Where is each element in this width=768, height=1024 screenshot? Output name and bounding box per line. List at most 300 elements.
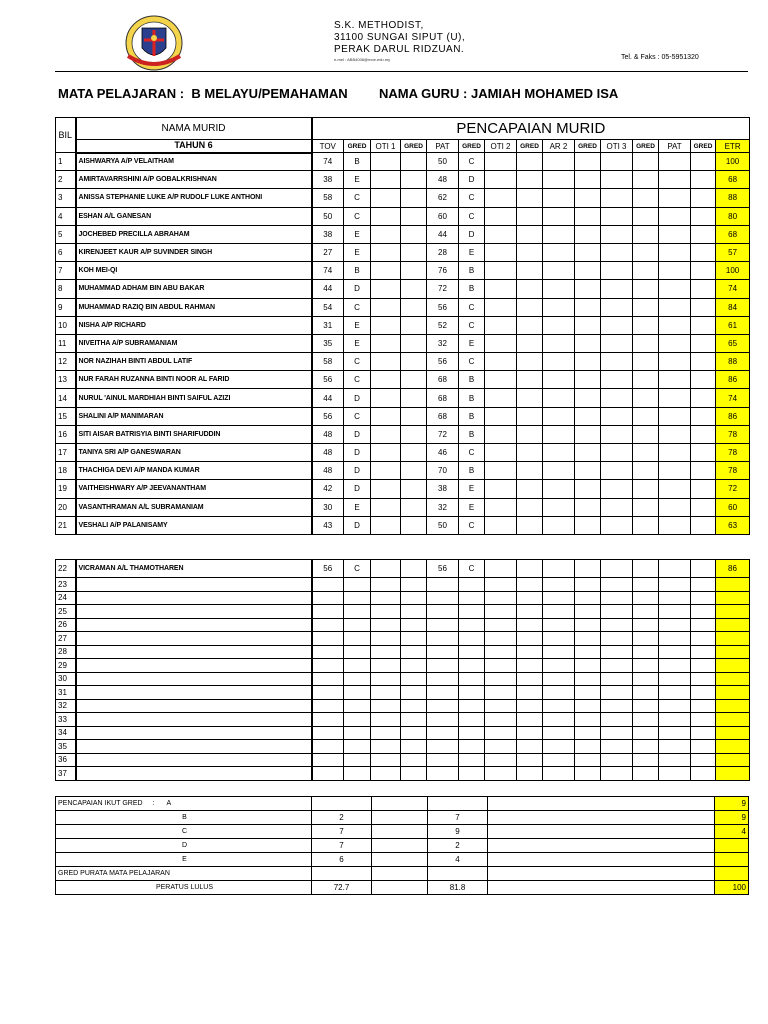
tov-score: 42 xyxy=(312,480,344,498)
oti2-grade xyxy=(517,480,543,498)
ar2-score xyxy=(543,578,575,592)
tov-grade: E xyxy=(344,171,371,189)
student-row xyxy=(56,713,750,727)
oti1-grade xyxy=(401,645,427,659)
pat2-grade xyxy=(691,189,716,207)
ar2-grade xyxy=(575,153,601,171)
summary-etr xyxy=(715,853,749,867)
oti1-score xyxy=(371,389,401,407)
student-row xyxy=(56,726,750,740)
pat2-grade xyxy=(691,632,716,646)
tov-score: 30 xyxy=(312,498,344,516)
student-name: MUHAMMAD RAZIQ BIN ABDUL RAHMAN xyxy=(76,298,312,316)
pat2-grade xyxy=(691,659,716,673)
etr-target: 68 xyxy=(716,171,750,189)
oti1-score xyxy=(371,207,401,225)
pat2-score xyxy=(659,425,691,443)
row-number: 12 xyxy=(56,353,76,371)
pat2-grade xyxy=(691,699,716,713)
student-name xyxy=(76,753,312,767)
oti1-grade xyxy=(401,171,427,189)
summary-tov xyxy=(312,867,372,881)
ar2-score xyxy=(543,516,575,534)
oti1-score xyxy=(371,578,401,592)
pat2-grade xyxy=(691,618,716,632)
ar2-grade xyxy=(575,189,601,207)
oti2-score xyxy=(485,618,517,632)
tov-grade: E xyxy=(344,243,371,261)
oti3-grade xyxy=(633,740,659,754)
tov-score xyxy=(312,672,344,686)
pat-score: 46 xyxy=(427,444,459,462)
ar2-grade xyxy=(575,407,601,425)
oti3-grade xyxy=(633,298,659,316)
etr-target xyxy=(716,726,750,740)
summary-blank xyxy=(372,797,428,811)
student-name xyxy=(76,726,312,740)
oti2-grade xyxy=(517,225,543,243)
tov-grade: E xyxy=(344,225,371,243)
tov-grade xyxy=(344,659,371,673)
oti3-score xyxy=(601,659,633,673)
row-number: 3 xyxy=(56,189,76,207)
student-name xyxy=(76,686,312,700)
ar2-score xyxy=(543,225,575,243)
student-name: TANIYA SRI A/P GANESWARAN xyxy=(76,444,312,462)
pat-grade: D xyxy=(459,225,485,243)
ar2-score xyxy=(543,560,575,578)
pat-grade: C xyxy=(459,444,485,462)
col-header-oti-1: OTI 1 xyxy=(371,140,401,153)
pat2-grade xyxy=(691,353,716,371)
tov-score: 48 xyxy=(312,425,344,443)
oti3-grade xyxy=(633,686,659,700)
ar2-grade xyxy=(575,686,601,700)
tov-score: 38 xyxy=(312,171,344,189)
summary-pat xyxy=(428,797,488,811)
pat-grade: C xyxy=(459,516,485,534)
col-header-gred: GRED xyxy=(575,140,601,153)
tov-grade xyxy=(344,753,371,767)
row-number: 1 xyxy=(56,153,76,171)
oti3-grade xyxy=(633,153,659,171)
oti2-grade xyxy=(517,659,543,673)
ar2-score xyxy=(543,353,575,371)
tov-score: 48 xyxy=(312,444,344,462)
tov-score: 74 xyxy=(312,153,344,171)
pat-score xyxy=(427,645,459,659)
oti2-score xyxy=(485,153,517,171)
pat-grade: C xyxy=(459,560,485,578)
pat2-grade xyxy=(691,726,716,740)
ar2-score xyxy=(543,686,575,700)
pat-grade: C xyxy=(459,316,485,334)
tov-score: 50 xyxy=(312,207,344,225)
pat-score: 60 xyxy=(427,207,459,225)
oti2-grade xyxy=(517,632,543,646)
oti2-score xyxy=(485,462,517,480)
ar2-score xyxy=(543,713,575,727)
tov-score: 38 xyxy=(312,225,344,243)
oti2-grade xyxy=(517,645,543,659)
school-phone: Tel. & Faks : 05-5951320 xyxy=(621,54,699,61)
tov-score xyxy=(312,591,344,605)
oti2-score xyxy=(485,298,517,316)
etr-target: 57 xyxy=(716,243,750,261)
tov-score xyxy=(312,740,344,754)
oti3-grade xyxy=(633,425,659,443)
oti2-grade xyxy=(517,560,543,578)
pat2-grade xyxy=(691,672,716,686)
tov-grade: E xyxy=(344,316,371,334)
oti3-grade xyxy=(633,225,659,243)
oti2-grade xyxy=(517,334,543,352)
oti3-score xyxy=(601,407,633,425)
oti2-grade xyxy=(517,262,543,280)
row-number: 13 xyxy=(56,371,76,389)
oti2-grade xyxy=(517,407,543,425)
row-number: 29 xyxy=(56,659,76,673)
oti1-grade xyxy=(401,225,427,243)
pat2-grade xyxy=(691,225,716,243)
pat2-grade xyxy=(691,153,716,171)
row-number: 14 xyxy=(56,389,76,407)
pat2-grade xyxy=(691,516,716,534)
row-number: 21 xyxy=(56,516,76,534)
student-name: KOH MEI-QI xyxy=(76,262,312,280)
ar2-score xyxy=(543,498,575,516)
oti1-score xyxy=(371,767,401,781)
student-name: SITI AISAR BATRISYIA BINTI SHARIFUDDIN xyxy=(76,425,312,443)
subject-label: MATA PELAJARAN : xyxy=(58,86,185,101)
student-row xyxy=(56,225,750,243)
tov-score: 31 xyxy=(312,316,344,334)
pat-grade: E xyxy=(459,334,485,352)
summary-blank xyxy=(372,839,428,853)
summary-label xyxy=(56,853,312,867)
pat2-score xyxy=(659,153,691,171)
grade-letter: C xyxy=(181,828,188,835)
student-name: NIVEITHA A/P SUBRAMANIAM xyxy=(76,334,312,352)
tov-score xyxy=(312,699,344,713)
pat-score xyxy=(427,605,459,619)
pat-grade xyxy=(459,726,485,740)
pat-grade: B xyxy=(459,389,485,407)
etr-target: 61 xyxy=(716,316,750,334)
pat-score: 32 xyxy=(427,334,459,352)
student-results-table-continued xyxy=(55,559,750,781)
pat2-grade xyxy=(691,498,716,516)
student-row xyxy=(56,334,750,352)
oti2-score xyxy=(485,713,517,727)
summary-pat xyxy=(428,867,488,881)
oti3-score xyxy=(601,189,633,207)
pat2-score xyxy=(659,632,691,646)
oti2-score xyxy=(485,753,517,767)
pat2-score xyxy=(659,699,691,713)
tov-score: 58 xyxy=(312,189,344,207)
row-number: 32 xyxy=(56,699,76,713)
pat2-score xyxy=(659,407,691,425)
tov-score: 44 xyxy=(312,280,344,298)
summary-blank xyxy=(372,881,428,895)
col-header-oti-3: OTI 3 xyxy=(601,140,633,153)
oti3-score xyxy=(601,243,633,261)
row-number: 20 xyxy=(56,498,76,516)
oti2-score xyxy=(485,207,517,225)
pat2-score xyxy=(659,171,691,189)
ar2-grade xyxy=(575,262,601,280)
tov-score xyxy=(312,686,344,700)
ar2-grade xyxy=(575,645,601,659)
pat2-score xyxy=(659,371,691,389)
oti2-score xyxy=(485,171,517,189)
row-number: 2 xyxy=(56,171,76,189)
summary-pat: 2 xyxy=(428,839,488,853)
tov-grade: B xyxy=(344,262,371,280)
etr-target: 100 xyxy=(716,153,750,171)
ar2-grade xyxy=(575,462,601,480)
pat-grade xyxy=(459,686,485,700)
pat2-grade xyxy=(691,713,716,727)
ar2-score xyxy=(543,740,575,754)
oti3-score xyxy=(601,225,633,243)
tov-grade: C xyxy=(344,371,371,389)
pat2-score xyxy=(659,591,691,605)
oti3-grade xyxy=(633,444,659,462)
student-name xyxy=(76,605,312,619)
pat-score xyxy=(427,753,459,767)
student-row xyxy=(56,444,750,462)
student-row xyxy=(56,153,750,171)
oti2-score xyxy=(485,605,517,619)
pat2-score xyxy=(659,444,691,462)
row-number: 11 xyxy=(56,334,76,352)
ar2-grade xyxy=(575,225,601,243)
pat-score: 52 xyxy=(427,316,459,334)
summary-blank xyxy=(372,853,428,867)
pat-grade xyxy=(459,713,485,727)
summary-blank xyxy=(488,881,715,895)
tov-grade: D xyxy=(344,516,371,534)
pat-grade: C xyxy=(459,298,485,316)
tov-grade xyxy=(344,686,371,700)
pat2-grade xyxy=(691,480,716,498)
pat2-score xyxy=(659,605,691,619)
oti2-grade xyxy=(517,189,543,207)
oti3-score xyxy=(601,740,633,754)
student-name: VESHALI A/P PALANISAMY xyxy=(76,516,312,534)
ar2-score xyxy=(543,407,575,425)
oti3-grade xyxy=(633,672,659,686)
summary-pat: 9 xyxy=(428,825,488,839)
oti1-score xyxy=(371,153,401,171)
pat-score: 76 xyxy=(427,262,459,280)
etr-target: 100 xyxy=(716,262,750,280)
student-row xyxy=(56,189,750,207)
row-number: 7 xyxy=(56,262,76,280)
oti1-grade xyxy=(401,713,427,727)
oti3-grade xyxy=(633,605,659,619)
oti2-grade xyxy=(517,605,543,619)
pat2-grade xyxy=(691,560,716,578)
oti1-grade xyxy=(401,407,427,425)
oti3-grade xyxy=(633,334,659,352)
oti2-grade xyxy=(517,713,543,727)
etr-target xyxy=(716,605,750,619)
pat2-score xyxy=(659,740,691,754)
pat2-grade xyxy=(691,645,716,659)
pat-grade: B xyxy=(459,407,485,425)
ar2-grade xyxy=(575,298,601,316)
pat-score xyxy=(427,686,459,700)
pat2-grade xyxy=(691,578,716,592)
oti1-score xyxy=(371,618,401,632)
pat2-score xyxy=(659,280,691,298)
oti3-score xyxy=(601,632,633,646)
student-row xyxy=(56,672,750,686)
summary-blank xyxy=(488,839,715,853)
ar2-score xyxy=(543,753,575,767)
oti2-score xyxy=(485,262,517,280)
pat-score: 70 xyxy=(427,462,459,480)
pat-score xyxy=(427,767,459,781)
student-name xyxy=(76,699,312,713)
student-row xyxy=(56,686,750,700)
oti1-score xyxy=(371,425,401,443)
student-name: VASANTHRAMAN A/L SUBRAMANIAM xyxy=(76,498,312,516)
oti2-grade xyxy=(517,672,543,686)
pat-score xyxy=(427,726,459,740)
pat2-grade xyxy=(691,262,716,280)
oti1-score xyxy=(371,659,401,673)
etr-target: 86 xyxy=(716,560,750,578)
row-number: 37 xyxy=(56,767,76,781)
oti3-grade xyxy=(633,316,659,334)
oti3-grade xyxy=(633,591,659,605)
oti1-grade xyxy=(401,686,427,700)
student-row xyxy=(56,280,750,298)
tov-score xyxy=(312,726,344,740)
oti1-score xyxy=(371,699,401,713)
student-row xyxy=(56,389,750,407)
oti2-grade xyxy=(517,462,543,480)
pat-grade xyxy=(459,672,485,686)
tov-grade: D xyxy=(344,480,371,498)
oti3-score xyxy=(601,578,633,592)
tov-score: 27 xyxy=(312,243,344,261)
row-number: 28 xyxy=(56,645,76,659)
oti2-grade xyxy=(517,207,543,225)
pat2-grade xyxy=(691,407,716,425)
oti1-score xyxy=(371,560,401,578)
ar2-grade xyxy=(575,353,601,371)
tov-score: 43 xyxy=(312,516,344,534)
pat2-grade xyxy=(691,425,716,443)
etr-target xyxy=(716,753,750,767)
oti2-score xyxy=(485,767,517,781)
ar2-score xyxy=(543,462,575,480)
tov-grade xyxy=(344,645,371,659)
summary-etr: 100 xyxy=(715,881,749,895)
pat2-score xyxy=(659,334,691,352)
student-name: ANISSA STEPHANIE LUKE A/P RUDOLF LUKE ANTHONI xyxy=(76,189,312,207)
school-name: S.K. METHODIST, xyxy=(334,20,424,31)
oti1-score xyxy=(371,462,401,480)
pat-score: 38 xyxy=(427,480,459,498)
student-name xyxy=(76,672,312,686)
pat2-score xyxy=(659,207,691,225)
student-row xyxy=(56,516,750,534)
oti1-grade xyxy=(401,207,427,225)
tov-score: 35 xyxy=(312,334,344,352)
etr-target xyxy=(716,578,750,592)
ar2-score xyxy=(543,605,575,619)
oti3-score xyxy=(601,444,633,462)
etr-target: 88 xyxy=(716,189,750,207)
oti1-score xyxy=(371,672,401,686)
year-header: TAHUN 6 xyxy=(76,140,312,153)
pat2-grade xyxy=(691,740,716,754)
tov-grade xyxy=(344,578,371,592)
tov-grade: D xyxy=(344,444,371,462)
etr-target: 68 xyxy=(716,225,750,243)
ar2-score xyxy=(543,389,575,407)
tov-grade xyxy=(344,699,371,713)
row-number: 17 xyxy=(56,444,76,462)
etr-target xyxy=(716,618,750,632)
summary-label xyxy=(56,811,312,825)
row-number: 25 xyxy=(56,605,76,619)
oti2-score xyxy=(485,632,517,646)
tov-score xyxy=(312,578,344,592)
oti1-grade xyxy=(401,659,427,673)
summary-row-c xyxy=(56,825,749,839)
student-row xyxy=(56,740,750,754)
etr-target: 65 xyxy=(716,334,750,352)
etr-target xyxy=(716,686,750,700)
pat-score: 56 xyxy=(427,560,459,578)
pat2-score xyxy=(659,578,691,592)
oti3-grade xyxy=(633,280,659,298)
pat-grade xyxy=(459,618,485,632)
oti1-score xyxy=(371,243,401,261)
oti1-score xyxy=(371,189,401,207)
ar2-score xyxy=(543,480,575,498)
oti1-grade xyxy=(401,298,427,316)
ar2-score xyxy=(543,280,575,298)
pat-score: 72 xyxy=(427,280,459,298)
pat2-grade xyxy=(691,462,716,480)
pat-grade xyxy=(459,645,485,659)
ar2-score xyxy=(543,767,575,781)
oti3-score xyxy=(601,389,633,407)
pat-grade xyxy=(459,740,485,754)
pat-grade xyxy=(459,767,485,781)
summary-tov: 6 xyxy=(312,853,372,867)
ar2-score xyxy=(543,371,575,389)
oti2-score xyxy=(485,389,517,407)
pat2-score xyxy=(659,353,691,371)
pat-score xyxy=(427,591,459,605)
pat2-score xyxy=(659,480,691,498)
etr-target: 74 xyxy=(716,389,750,407)
subject-line xyxy=(58,86,348,101)
student-row xyxy=(56,645,750,659)
student-name: MUHAMMAD ADHAM BIN ABU BAKAR xyxy=(76,280,312,298)
oti1-grade xyxy=(401,605,427,619)
student-row xyxy=(56,578,750,592)
